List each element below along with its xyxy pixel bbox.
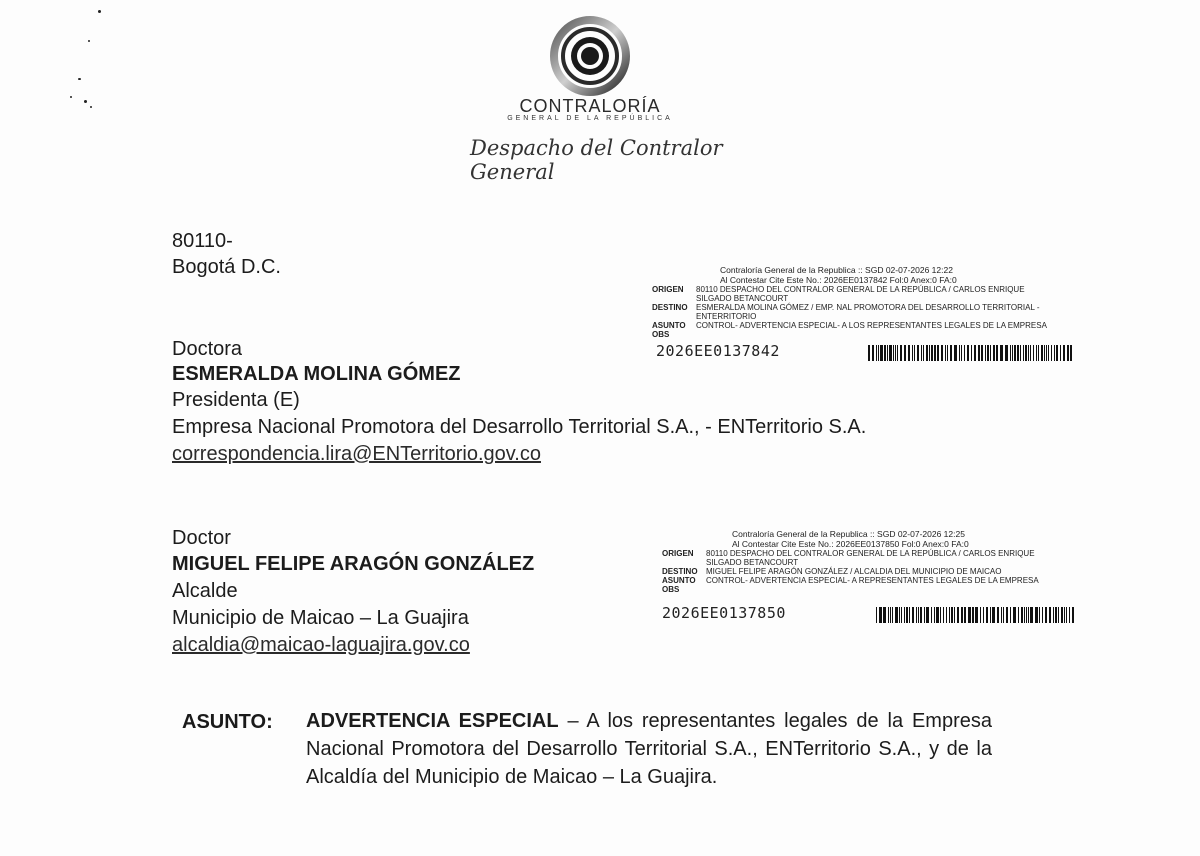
stamp-header-line-2: Al Contestar Cite Este No.: 2026EE0137850 Fol:0 Anex:0 FA:0 bbox=[732, 539, 969, 549]
stamp-destino: MIGUEL FELIPE ARAGÓN GONZÁLEZ / ALCALDIA DEL MUNICIPIO DE MAICAO bbox=[706, 567, 1002, 576]
stamp-asunto-label: ASUNTO bbox=[662, 576, 696, 585]
scan-specks bbox=[60, 0, 120, 120]
stamp-destino-label: DESTINO bbox=[662, 567, 698, 576]
stamp-obs-label: OBS bbox=[652, 330, 670, 339]
reference-code: 80110- bbox=[172, 230, 233, 252]
barcode-icon bbox=[876, 607, 1076, 623]
subject-label: ASUNTO: bbox=[182, 711, 273, 733]
stamp-destino-cont: ENTERRITORIO bbox=[696, 312, 757, 321]
radicado-stamp-1 bbox=[652, 265, 1082, 365]
stamp-destino-label: DESTINO bbox=[652, 303, 688, 312]
recipient-1-salutation: Doctora bbox=[172, 338, 243, 360]
stamp-origen-cont: SILGADO BETANCOURT bbox=[696, 294, 789, 303]
stamp-origen: 80110 DESPACHO DEL CONTRALOR GENERAL DE LA REPÚBLICA / CARLOS ENRIQUE bbox=[696, 285, 1025, 294]
stamp-origen: 80110 DESPACHO DEL CONTRALOR GENERAL DE LA REPÚBLICA / CARLOS ENRIQUE bbox=[706, 549, 1035, 558]
recipient-2-name: MIGUEL FELIPE ARAGÓN GONZÁLEZ bbox=[172, 553, 535, 575]
recipient-1-email-link[interactable]: correspondencia.lira@ENTerritorio.gov.co bbox=[172, 443, 541, 465]
recipient-1-organization: Empresa Nacional Promotora del Desarrollo Territorial S.A., - ENTerritorio S.A. bbox=[172, 416, 867, 438]
stamp-number: 2026EE0137842 bbox=[656, 342, 780, 360]
barcode-icon bbox=[868, 345, 1074, 361]
org-name: CONTRALORÍA bbox=[519, 96, 661, 116]
recipient-2-position: Alcalde bbox=[172, 580, 238, 602]
recipient-1-name: ESMERALDA MOLINA GÓMEZ bbox=[172, 363, 461, 385]
stamp-asunto: CONTROL- ADVERTENCIA ESPECIAL- A LOS REPRESENTANTES LEGALES DE LA EMPRESA bbox=[696, 321, 1047, 330]
subject-text bbox=[306, 707, 992, 791]
contraloria-logo-icon bbox=[548, 14, 632, 98]
recipient-1-position: Presidenta (E) bbox=[172, 389, 300, 411]
recipient-2-salutation: Doctor bbox=[172, 527, 231, 549]
stamp-destino: ESMERALDA MOLINA GÓMEZ / EMP. NAL PROMOTORA DEL DESARROLLO TERRITORIAL - bbox=[696, 303, 1040, 312]
stamp-header-line-1: Contraloría General de la Republica :: SGD 02-07-2026 12:22 bbox=[720, 265, 953, 275]
stamp-obs-label: OBS bbox=[662, 585, 680, 594]
stamp-asunto: CONTROL- ADVERTENCIA ESPECIAL- A REPRESENTANTES LEGALES DE LA EMPRESA bbox=[706, 576, 1039, 585]
org-subtitle: GENERAL DE LA REPÚBLICA bbox=[507, 115, 673, 122]
stamp-origen-cont: SILGADO BETANCOURT bbox=[706, 558, 799, 567]
stamp-origen-label: ORIGEN bbox=[662, 549, 694, 558]
stamp-header-line-2: Al Contestar Cite Este No.: 2026EE0137842 Fol:0 Anex:0 FA:0 bbox=[720, 275, 957, 285]
radicado-stamp-2 bbox=[662, 529, 1082, 629]
subject-body: – A los representantes legales de la Empresa Nacional Promotora del Desarrollo Territorial S.A., ENTerritorio S.A., y de la Alcaldía del Municipio de Maicao – La Guajira. bbox=[306, 710, 992, 788]
office-name: Despacho del Contralor General bbox=[470, 136, 723, 184]
subject-lead: ADVERTENCIA ESPECIAL bbox=[306, 710, 559, 732]
recipient-2-email-link[interactable]: alcaldia@maicao-laguajira.gov.co bbox=[172, 634, 470, 656]
reference-city: Bogotá D.C. bbox=[172, 256, 281, 278]
stamp-header-line-1: Contraloría General de la Republica :: SGD 02-07-2026 12:25 bbox=[732, 529, 965, 539]
stamp-asunto-label: ASUNTO bbox=[652, 321, 686, 330]
stamp-origen-label: ORIGEN bbox=[652, 285, 684, 294]
stamp-number: 2026EE0137850 bbox=[662, 604, 786, 622]
recipient-2-organization: Municipio de Maicao – La Guajira bbox=[172, 607, 469, 629]
